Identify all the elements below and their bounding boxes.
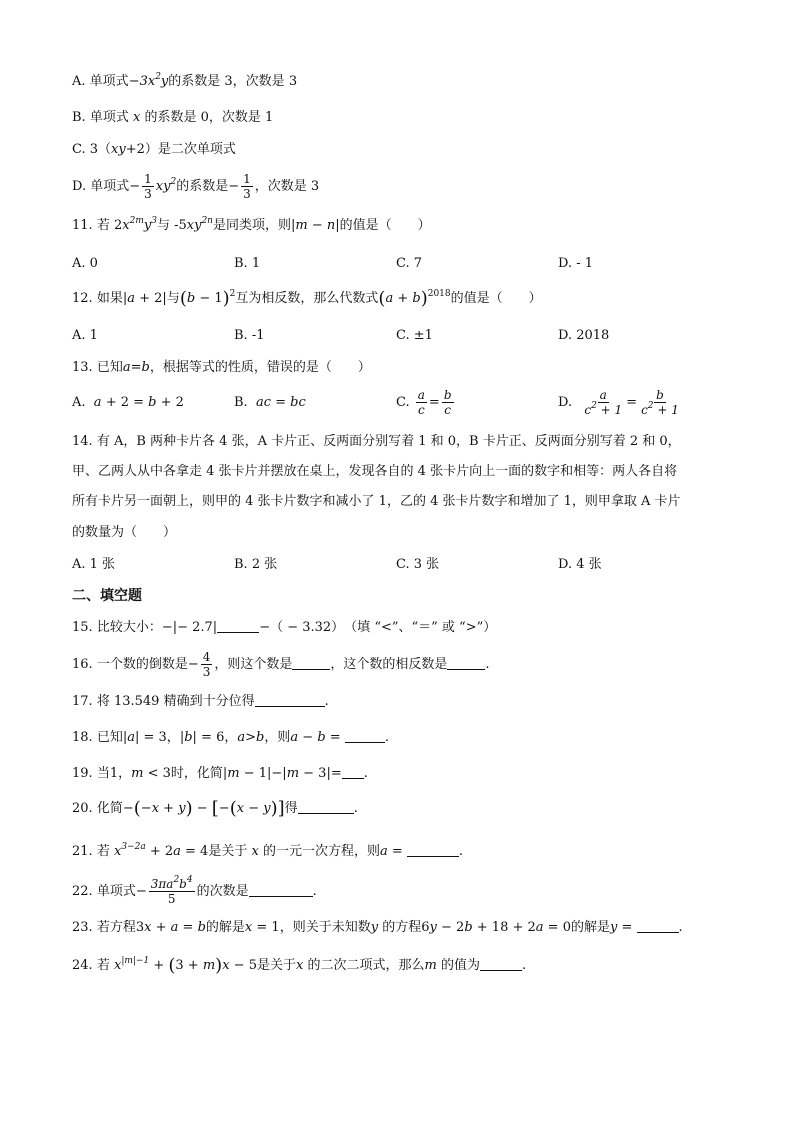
q12-stem: 12. 如果|a + 2|与$(b - 1)^2$互为相反数，那么代数式$(a + b)^{2018}$的值是（ ） <box>72 288 542 309</box>
q14-option-c: C. 3 张 <box>396 557 440 572</box>
q23-answer-blank[interactable] <box>637 918 679 933</box>
q18-answer-blank[interactable] <box>345 728 385 743</box>
q10-option-b: B. 单项式 x 的系数是 0，次数是 1 <box>72 110 274 125</box>
q21-stem: 21. 若 $x^{3-2a} + 2a = 4$是关于 x 的一元一次方程，则a = . <box>72 842 464 859</box>
q14-option-d: D. 4 张 <box>558 557 602 572</box>
q20-stem: 20. 化简−(−x + y) − [−(x − y)]得 . <box>72 798 358 819</box>
q14-stem-line-1: 14. 有 A，B 两种卡片各 4 张，A 卡片正、反两面分别写着 1 和 0，B 卡片正、反两面分别写着 2 和 0， <box>72 434 681 449</box>
q11-option-c: C. 7 <box>396 256 423 271</box>
q13-option-a: A. a + 2 = b + 2 <box>72 395 184 410</box>
q20-answer-blank[interactable] <box>298 799 354 814</box>
q12-option-d: D. 2018 <box>558 328 610 343</box>
q14-option-a: A. 1 张 <box>72 557 116 572</box>
q19-answer-blank[interactable] <box>342 764 364 779</box>
q14-stem-line-4: 的数量为（ ） <box>72 525 177 540</box>
q24-stem: 24. 若 $x^{|m|-1} + (3 + m)x - 5$是关于x 的二次二项式，那么m 的值为 . <box>72 955 527 976</box>
q11-option-a: A. 0 <box>72 256 98 271</box>
section-heading-fill-in: 二、填空题 <box>72 588 142 604</box>
q18-stem: 18. 已知|a| = 3，|b| = 6，a>b，则a − b = . <box>72 730 389 745</box>
q13-option-c: C. $\frac{a}{c}$ = $\frac{b}{c}$ <box>396 388 452 417</box>
q23-stem: 23. 若方程3x + a = b的解是x = 1，则关于未知数y 的方程6y − 2b + 18 + 2a = 0的解是y = . <box>72 920 683 935</box>
q14-stem-line-3: 所有卡片另一面朝上，则甲的 4 张卡片数字和减小了 1，乙的 4 张卡片数字和增加了 1，则甲拿取 A 卡片 <box>72 494 681 509</box>
q12-option-a: A. 1 <box>72 328 98 343</box>
q12-option-c: C. ±1 <box>396 328 433 343</box>
q11-option-b: B. 1 <box>234 256 261 271</box>
q22-stem: 22. 单项式− $\frac{3\pi a^2b^4}{5}$ 的次数是 . <box>72 875 317 906</box>
q14-stem-line-2: 甲、乙两人从中各拿走 4 张卡片并摆放在桌上，发现各自的 4 张卡片向上一面的数字和相等：两人各自将 <box>72 464 678 479</box>
q14-option-b: B. 2 张 <box>234 557 278 572</box>
q10-option-c: C. 3（xy+2）是二次单项式 <box>72 142 236 157</box>
q16-stem: 16. 一个数的倒数是− $\frac{4}{3}$ ，则这个数是 ，这个数的相反数是 . <box>72 650 490 679</box>
q13-option-b: B. ac = bc <box>234 395 306 410</box>
q22-answer-blank[interactable] <box>249 882 313 897</box>
q11-stem: 11. 若 $2x^{2m}y^3$与 $-5xy^{2n}$是同类项，则|m − n|的值是（ ） <box>72 216 431 233</box>
q11-option-d: D. - 1 <box>558 256 594 271</box>
q16-answer-blank-2[interactable] <box>447 655 485 670</box>
q17-stem: 17. 将 13.549 精确到十分位得 . <box>72 694 329 709</box>
q12-option-b: B. -1 <box>234 328 265 343</box>
q10-option-d: D. 单项式− $\frac{1}{3}$ $xy^2$的系数是− $\frac{1}{3}$ ，次数是 3 <box>72 172 320 201</box>
q19-stem: 19. 当1，m < 3时，化简|m − 1|−|m − 3|= . <box>72 766 368 781</box>
q10-option-a: A. 单项式$-3x^2y$的系数是 3，次数是 3 <box>72 72 298 89</box>
q17-answer-blank[interactable] <box>255 692 325 707</box>
q15-answer-blank[interactable] <box>217 618 259 633</box>
q16-answer-blank-1[interactable] <box>292 655 330 670</box>
q13-option-d: D. $\frac{a}{c^2 + 1}$ = $\frac{b}{c^2 + 1}$ <box>558 388 679 417</box>
q15-stem: 15. 比较大小：−|− 2.7| −（ − 3.32） （填 “<”、“＝” 或 “>”） <box>72 620 497 635</box>
q13-stem: 13. 已知a=b，根据等式的性质，错误的是（ ） <box>72 360 371 375</box>
q21-answer-blank[interactable] <box>407 842 459 857</box>
q24-answer-blank[interactable] <box>480 956 522 971</box>
